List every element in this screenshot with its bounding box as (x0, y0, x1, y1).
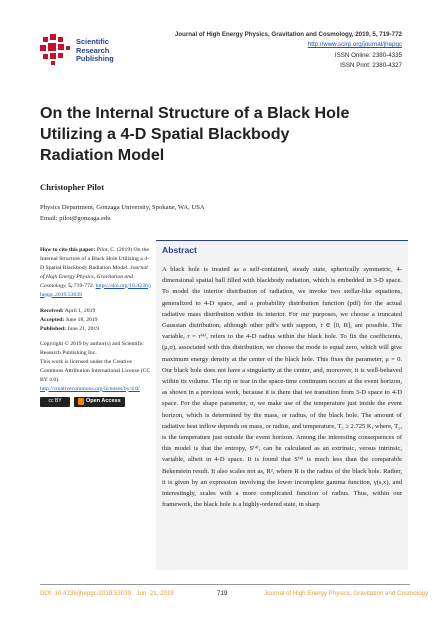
paper-title: On the Internal Structure of a Black Hole Utilizing a 4-D Spatial Blackbody Radiation Model (40, 104, 350, 165)
journal-header (175, 30, 402, 71)
footer-divider (40, 584, 410, 585)
author-email[interactable]: Email: pilot@gonzaga.edu (40, 214, 111, 222)
cc-by-icon[interactable]: cc BY (40, 397, 70, 407)
copyright: Copyright © 2019 by author(s) and Scientific Research Publishing Inc. (40, 341, 144, 357)
received-date: Received: April 1, 2019 (40, 308, 96, 315)
affiliation-block (40, 203, 205, 224)
affiliation: Physics Department, Gonzaga University, Spokane, WA, USA (40, 204, 205, 211)
footer-doi: DOI: 10.4236/jhepgc.2019.53039 Jun. 21, 2019 (40, 590, 174, 597)
issn-print: ISSN Print: 2380-4327 (340, 61, 402, 69)
author-name: Christopher Pilot (40, 182, 105, 192)
open-lock-icon (78, 398, 84, 405)
how-to-cite: How to cite this paper: Pilot, C. (2019) On the Internal Structure of a Black Hole Utilizing a 4-D Spatial Blackbody Radiation Model. Journal of High Energy Physics, Gravitation and Cosmology, 5, 719-772. https://doi.org/10.4236/jhepgc.2019.53039 (40, 247, 151, 298)
doi-link[interactable]: https://doi.org/10.4236/jhepgc.2019.53039 (40, 282, 151, 298)
license-link[interactable]: http://creativecommons.org/licenses/by/4.0/ (40, 385, 140, 392)
publisher-name: Scientific Research Publishing (76, 37, 114, 64)
page-number: 719 (217, 590, 228, 597)
citation-sidebar (40, 246, 152, 407)
abstract-heading: Abstract (162, 245, 197, 255)
open-access-badge[interactable]: Open Access (74, 397, 125, 407)
issn-online: ISSN Online: 2380-4335 (334, 51, 402, 59)
license-badges (40, 397, 152, 407)
footer-journal: Journal of High Energy Physics, Gravitation and Cosmology (264, 590, 429, 597)
abstract-divider (156, 240, 408, 241)
abstract-text: A black hole is treated as a self-contained, steady state, spherically symmetric, 4-dimensional spatial ball filled with blackbody radiation, which is embedded in 3-D space. To model the interior distribution of radiation, we invoke two stellar-like equations, generalized to 4-D space, and a probability distribution function (pdf) for the actual radiative mass distribution within its interior. For our purposes, we choose a truncated Gaussian distribution, although other pdf's with support, r ∈ [0, R], are possible. The variable, r = r⁽⁴⁾, refers to the 4-D radius within the black hole. To fix the coefficients, (μ,σ), associated with this distribution, we choose the mode to equal zero, which will give maximum energy density at the center of the black hole. This fixes the parameter, μ = 0. Our black hole does not have a singularity at the center, and, moreover, it is well-behaved within its volume. The rip or tear in the space-time continuum occurs at the event horizon, as shown in a previous work, because it is there that we transition from 3-D space to 4-D space. For the shape parameter, σ, we make use of the temperature just inside the event horizon, which is determined by the mass, or radius, of the black hole. The amount of radiative heat inflow depends on mass, or radius, and temperature, T₂ ≥ 2.725 K, where, T₂, is the temperature just outside the event horizon. Among the interesting consequences of this model is that the entropy, S⁽⁴⁾, can be calculated as an extrinsic, versus intrinsic, variable, albeit in 4-D space. It is found that S⁽⁴⁾ is much less than the comparable Bekenstein result. It also scales not as, R², where R is the radius of the black hole. Rather, it is given by an expression involving the lower incomplete gamma function, γ(s,x), and interestingly, scales with a more complicated function of radius. Thus, within our framework, the black hole is a highly-ordered state, in sharp (162, 266, 402, 509)
license-text: This work is licensed under the Creative Commons Attribution International License (CC BY 4.0). (40, 358, 151, 383)
journal-url-link[interactable]: http://www.scirp.org/journal/jhepgc (307, 41, 402, 49)
published-date: Published: June 21, 2019 (40, 326, 100, 333)
journal-line: Journal of High Energy Physics, Gravitation and Cosmology, 2019, 5, 719-772 (174, 31, 402, 38)
accepted-date: Accepted: June 18, 2019 (40, 317, 98, 324)
